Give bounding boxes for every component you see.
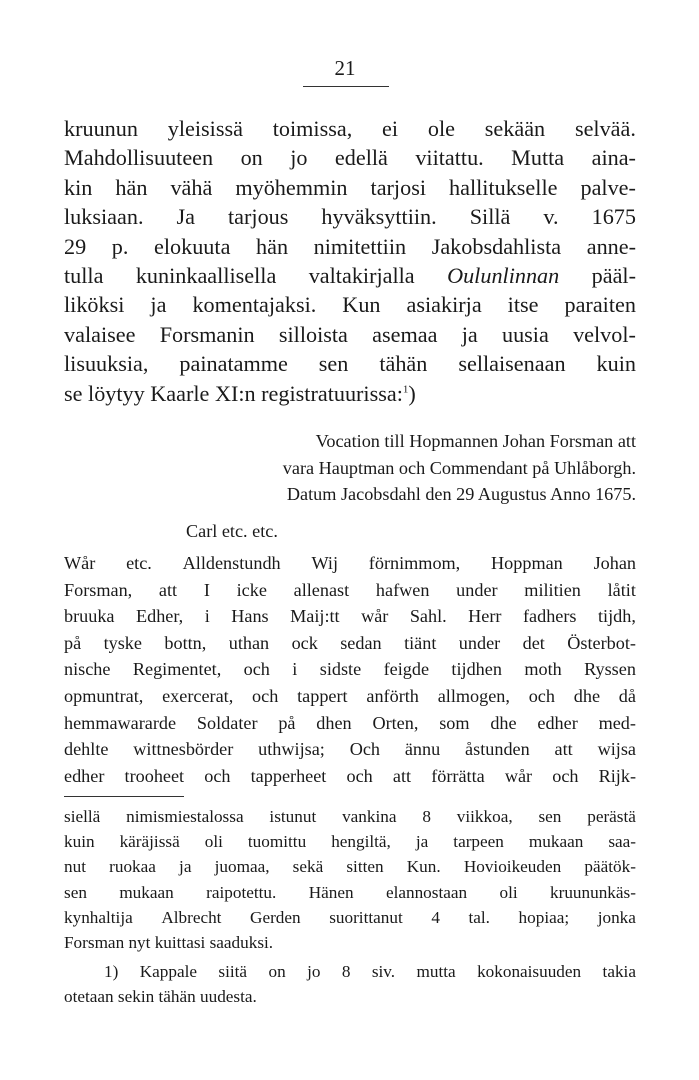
word: edellä (334, 145, 388, 171)
word: allenast (293, 579, 350, 600)
letter-text (64, 550, 636, 789)
word: kruunun (64, 116, 138, 141)
word: dhe (573, 685, 601, 706)
word: tyske (103, 632, 142, 653)
salutation: Carl etc. etc. (186, 521, 278, 541)
word: 8 (341, 962, 351, 982)
footnotes (64, 804, 636, 1010)
word: tiänt (404, 632, 437, 653)
word: jonka (597, 907, 636, 927)
word: det (522, 632, 545, 653)
word: på (64, 632, 82, 653)
word: selvää. (574, 116, 636, 141)
word: Wår (64, 553, 96, 573)
footnote-line (64, 905, 636, 930)
footnote-line (64, 804, 636, 829)
word: icke (236, 579, 267, 600)
word: kin (64, 174, 93, 200)
word: oli (204, 832, 223, 852)
text-line (64, 379, 636, 408)
word: mukaan (119, 882, 174, 902)
word: åstunden (465, 739, 530, 760)
word: exercerat, (162, 685, 234, 706)
word: elannostaan (385, 882, 468, 902)
word: oli (499, 882, 518, 902)
word: ja (415, 832, 429, 852)
word: med- (598, 712, 636, 733)
text-line (64, 143, 636, 172)
letter-line (64, 736, 636, 763)
word: saa- (608, 832, 636, 852)
word: mutta (416, 962, 456, 982)
word: tarjous (228, 204, 289, 230)
word: painatamme (179, 351, 288, 377)
word: låtit (607, 579, 636, 600)
footnote-line (64, 959, 636, 984)
word: anne- (586, 233, 636, 259)
word: Forsmanin (159, 321, 255, 347)
word: itse (507, 292, 539, 318)
word: tijdhen (451, 659, 502, 680)
word: hyväksyttiin. (321, 204, 437, 230)
page-number: 21 (334, 56, 356, 80)
word: hafwen (375, 579, 430, 600)
footnote-line (64, 854, 636, 879)
word: som (439, 712, 470, 733)
footnote-reference: 1 (402, 383, 409, 396)
word: myöhemmin (235, 174, 348, 200)
word: Herr (468, 606, 502, 627)
word: hemmawararde (64, 712, 177, 733)
word: nimitettiin (313, 233, 407, 259)
word: takia (602, 962, 636, 982)
word: Hans (231, 606, 269, 627)
word: då (618, 685, 636, 706)
word: wijsa (597, 739, 636, 760)
main-paragraph (64, 114, 636, 408)
text-line (64, 232, 636, 261)
word: Mutta (511, 145, 565, 171)
word: elokuuta (154, 233, 231, 259)
word: 8 (422, 807, 431, 826)
text-line (64, 349, 636, 378)
word: on (240, 145, 263, 171)
word: p. (111, 233, 129, 259)
word: edher (537, 712, 578, 733)
word: Soldater (196, 712, 258, 733)
text-line (64, 173, 636, 202)
line-text: se löytyy Kaarle XI:n registratuurissa: (64, 380, 403, 406)
word: luksiaan. (64, 204, 144, 230)
word: att (158, 579, 178, 600)
text-line (64, 320, 636, 349)
word: Och (349, 739, 380, 760)
word: v. (543, 204, 559, 230)
word: bottn, (164, 632, 207, 653)
word: uthwijsa; (258, 739, 325, 760)
word: sitten (346, 857, 384, 877)
word: opmuntrat, (64, 685, 144, 706)
word: Oulunlinnan (447, 263, 560, 289)
word: ja (461, 321, 478, 347)
word: hän (115, 174, 148, 200)
word: kruununkäs- (550, 882, 636, 902)
word: siellä (64, 807, 101, 826)
word: sekä (292, 857, 324, 877)
word: tal. (468, 907, 490, 927)
text-line (64, 261, 636, 290)
word: Johan (593, 553, 636, 573)
word: att (554, 739, 573, 760)
word: nimismiestalossa (126, 807, 244, 826)
word: Albrecht (161, 907, 222, 927)
word: ei (382, 116, 399, 141)
word: on (268, 962, 286, 982)
word: under (456, 579, 498, 600)
word: 4 (431, 907, 440, 927)
word: hopiaa; (518, 907, 570, 927)
word: tarjosi (370, 174, 426, 200)
word: nische (64, 659, 111, 680)
word: sedan (340, 632, 382, 653)
word: sellaisenaan (458, 351, 566, 377)
word: suorittanut (329, 907, 403, 927)
word: Ja (176, 204, 195, 230)
page-number-rule (303, 86, 389, 87)
word: Sahl. (409, 606, 447, 627)
word: i (292, 659, 298, 680)
word: anförth (366, 685, 419, 706)
word: förrätta (431, 765, 485, 786)
word: siitä (218, 962, 248, 982)
word: yleisissä (167, 116, 243, 141)
word: Jakobsdahlista (431, 233, 562, 259)
word: på (278, 712, 296, 733)
word: sekään (484, 116, 546, 141)
word: och (528, 685, 555, 706)
footnote-line (64, 880, 636, 905)
heading-line: vara Hauptman och Commendant på Uhlåborgh. (282, 457, 636, 478)
word: Hänen (308, 882, 354, 902)
word: ännu (404, 739, 441, 760)
word: fadhers (522, 606, 577, 627)
word: sen (318, 351, 349, 377)
word: etc. (126, 553, 152, 573)
line-text: otetaan sekin tähän uudesta. (64, 987, 257, 1007)
word: dhe (490, 712, 517, 733)
footnote-rule (64, 796, 184, 797)
word: bruuka (64, 606, 115, 627)
word: Regimentet, (132, 659, 222, 680)
word: perästä (587, 807, 636, 826)
letter-line (64, 656, 636, 683)
letter-line (64, 550, 636, 577)
word: militien (524, 579, 581, 600)
word: Österbot- (567, 632, 636, 653)
letter-line (64, 577, 636, 604)
word: moth (524, 659, 562, 680)
word: tarpeen (453, 832, 504, 852)
word: tappert (297, 685, 348, 706)
word: jo (290, 145, 308, 171)
word: päätök- (584, 857, 636, 877)
word: valtakirjalla (308, 263, 415, 289)
footnote-line (64, 984, 636, 1009)
word: toimissa, (272, 116, 353, 141)
word: hallitukselle (449, 174, 558, 200)
word: mukaan (528, 832, 584, 852)
word: sen (64, 882, 87, 902)
word: vähä (170, 174, 213, 200)
word: ole (427, 116, 455, 141)
word: jo (307, 962, 321, 982)
word: hän (256, 233, 289, 259)
word: dehlte (64, 739, 109, 760)
word: kynhaltija (64, 907, 133, 927)
word: Edher, (135, 606, 184, 627)
word: ock (291, 632, 318, 653)
word: tapperheet (250, 765, 327, 786)
word: sidste (319, 659, 362, 680)
word: asiakirja (406, 292, 482, 318)
word: Maij:tt (290, 606, 340, 627)
letter-line (64, 710, 636, 737)
word: nut (64, 857, 86, 877)
word: och (552, 765, 579, 786)
word: ja (150, 292, 167, 318)
word: dhen (316, 712, 352, 733)
word: wår (504, 765, 533, 786)
word: ja (179, 857, 192, 877)
heading-line: Datum Jacobsdahl den 29 Augustus Anno 1675. (286, 484, 636, 505)
word: under (458, 632, 501, 653)
word: feigde (383, 659, 430, 680)
word: och (346, 765, 373, 786)
word: 1675 (591, 204, 636, 230)
word: Kun (342, 292, 381, 318)
text-line (64, 290, 636, 319)
word: Hovioikeuden (463, 857, 562, 877)
word: liköksi (64, 292, 125, 318)
word: paraiten (564, 292, 636, 318)
word: palve- (580, 174, 636, 200)
word: tulla (64, 263, 104, 289)
word: sen (538, 807, 562, 826)
word: lisuuksia, (64, 351, 149, 377)
word: Mahdollisuuteen (64, 145, 214, 171)
word: istunut (269, 807, 317, 826)
word: och (204, 765, 231, 786)
word: velvol- (573, 321, 636, 347)
line-text: Forsman nyt kuittasi saaduksi. (64, 933, 274, 953)
word: Hoppman (491, 553, 563, 573)
word: juomaa, (214, 857, 270, 877)
word: och (252, 685, 279, 706)
word: Gerden (250, 907, 301, 927)
letter-line (64, 630, 636, 657)
word: kokonaisuuden (477, 962, 582, 982)
footnote-line (64, 930, 636, 955)
word: Rijk- (598, 765, 636, 786)
word: kuninkaallisella (135, 263, 277, 289)
word: Sillä (469, 204, 511, 230)
word: tähän (379, 351, 428, 377)
word: valaisee (64, 321, 136, 347)
word: Wij (311, 553, 338, 573)
word: vankina (342, 807, 397, 826)
word: förnimmom, (368, 553, 461, 573)
text-line (64, 202, 636, 231)
word: uthan (228, 632, 270, 653)
word: kuin (596, 351, 636, 377)
word: allmogen, (437, 685, 510, 706)
word: raipotettu. (206, 882, 277, 902)
word: Forsman, (64, 579, 133, 600)
document-heading (64, 428, 636, 508)
word: Alldenstundh (182, 553, 281, 573)
word: wittnesbörder (133, 739, 234, 760)
word: tijdh, (597, 606, 636, 627)
word: kuin (64, 832, 95, 852)
footnote-marker: 1) (104, 962, 119, 982)
footnote-line (64, 829, 636, 854)
letter-line (64, 603, 636, 630)
word: silloista (278, 321, 348, 347)
word: käräjissä (119, 832, 180, 852)
word: aina- (591, 145, 636, 171)
closing-paren: ) (408, 380, 416, 406)
word: 29 (64, 233, 87, 259)
word: I (203, 579, 210, 600)
word: i (204, 606, 210, 627)
word: ruokaa (109, 857, 156, 877)
word: viitattu. (415, 145, 484, 171)
word: hengiltä, (331, 832, 391, 852)
text-line (64, 114, 636, 143)
word: wår (361, 606, 389, 627)
letter-line (64, 763, 636, 790)
word: trooheet (124, 765, 185, 786)
word: tuomittu (247, 832, 307, 852)
word: komentajaksi. (192, 292, 317, 318)
word: pääl- (591, 263, 636, 289)
word: Kappale (139, 962, 197, 982)
heading-line: Vocation till Hopmannen Johan Forsman att (315, 431, 636, 451)
word: att (392, 765, 412, 786)
word: Ryssen (584, 659, 636, 680)
word: asemaa (372, 321, 438, 347)
word: viikkoa, (456, 807, 513, 826)
letter-line (64, 683, 636, 710)
word: siv. (371, 962, 396, 982)
word: Orten, (372, 712, 419, 733)
word: och (243, 659, 270, 680)
word: Kun. (406, 857, 441, 877)
word: edher (64, 765, 105, 786)
word: uusia (501, 321, 549, 347)
